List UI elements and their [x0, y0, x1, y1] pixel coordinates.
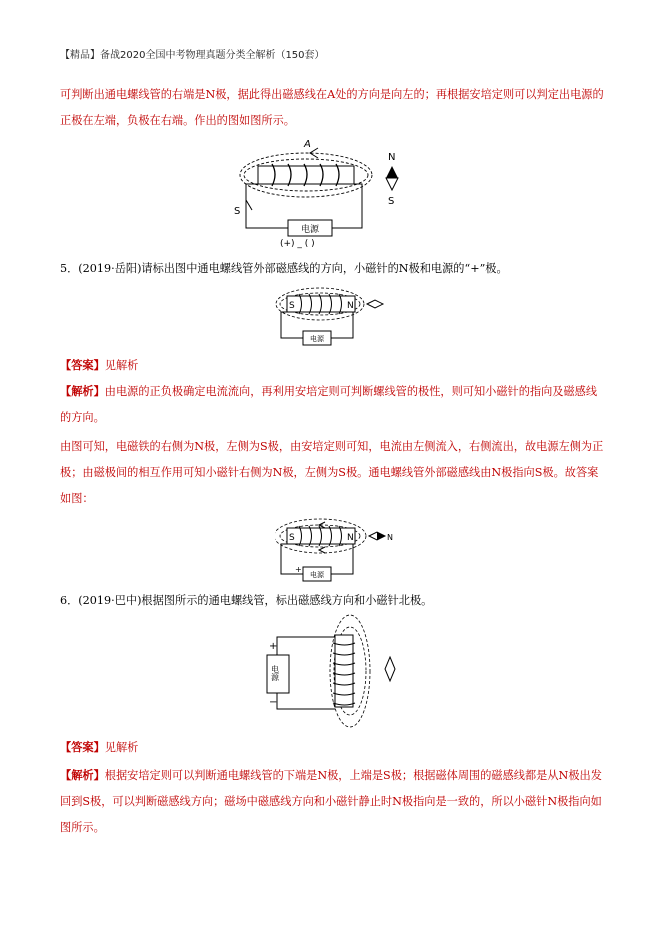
q5-analysis-1-text: 由电源的正负极确定电流流向，再利用安培定则可判断螺线管的极性，则可知小磁针的指向及磁感线的方向。 — [60, 385, 598, 424]
q6-analysis — [60, 762, 608, 841]
q5-needle-icon — [367, 300, 383, 308]
q5-afig-needle: N — [387, 533, 393, 542]
fig1-polarity-label: (+) _ ( ) — [280, 239, 315, 249]
q6-minus: − — [269, 697, 278, 708]
fig1-needle-top: N — [388, 152, 396, 163]
q5-answer-text: 见解析 — [104, 359, 139, 372]
q6-power: 电源 — [270, 665, 280, 681]
figure-6-solenoid — [255, 613, 415, 733]
q5-afig-plus: + — [295, 565, 302, 574]
q6-answer-text: 见解析 — [104, 741, 139, 754]
intro-paragraph: 可判断出通电螺线管的右端是N极，据此得出磁感线在A处的方向是向左的；再根据安培定则可以判定出电源的正极在左端，负极在右端。作出的图如图所示。 — [60, 88, 604, 127]
figure-5-answer — [275, 514, 405, 586]
q5-afig-power: 电源 — [310, 571, 324, 579]
q6-answer — [60, 734, 608, 761]
fig1-power-label: 电源 — [300, 225, 320, 235]
page-header: 【精品】备战2020全国中考物理真题分类全解析（150套） — [60, 50, 325, 61]
fig1-needle-bottom: S — [388, 196, 395, 207]
fig1-compass-needle-icon — [386, 166, 398, 178]
q5-fig-right: N — [347, 301, 354, 311]
q6-answer-tag: 【答案】 — [60, 740, 105, 754]
q5-analysis-tag: 【解析】 — [60, 384, 105, 398]
q5-answer-tag: 【答案】 — [60, 358, 105, 372]
q6-analysis-text: 根据安培定则可以判断通电螺线管的下端是N极，上端是S极；根据磁体周围的磁感线都是从N极出发回到S极，可以判断磁感线方向；磁场中磁感线方向和小磁针静止时N极指向是一致的，所以小磁针N极指向如图所示。 — [60, 769, 602, 834]
q5-afig-left: S — [289, 533, 295, 543]
q5-afig-right: N — [347, 533, 354, 543]
q6-analysis-tag: 【解析】 — [60, 768, 105, 782]
fig1-point-label: A — [304, 139, 311, 150]
q6-text: 6．(2019·巴中)根据图所示的通电螺线管，标出磁感线方向和小磁针北极。 — [60, 594, 433, 607]
q5-answer — [60, 352, 608, 379]
q6-plus: + — [269, 641, 278, 652]
q5-fig-power: 电源 — [310, 335, 324, 343]
q5-analysis-2: 由图可知，电磁铁的右侧为N极，左侧为S极，由安培定则可知，电流由左侧流入，右侧流出，故电源左侧为正极；由磁极间的相互作用可知小磁针右侧为N极，左侧为S极。通电螺线管外部磁感线由N极指向S极。故答案如图： — [60, 440, 604, 505]
fig1-switch-label: S — [234, 206, 241, 217]
figure-5-question — [275, 282, 395, 354]
q5-analysis-1 — [60, 378, 608, 431]
figure-1-solenoid — [228, 138, 428, 250]
q5-fig-left: S — [289, 301, 295, 311]
q6-needle-icon — [385, 657, 395, 681]
q5-text: 5．(2019·岳阳)请标出图中通电螺线管外部磁感线的方向，小磁针的N极和电源的“+”极。 — [60, 262, 508, 275]
